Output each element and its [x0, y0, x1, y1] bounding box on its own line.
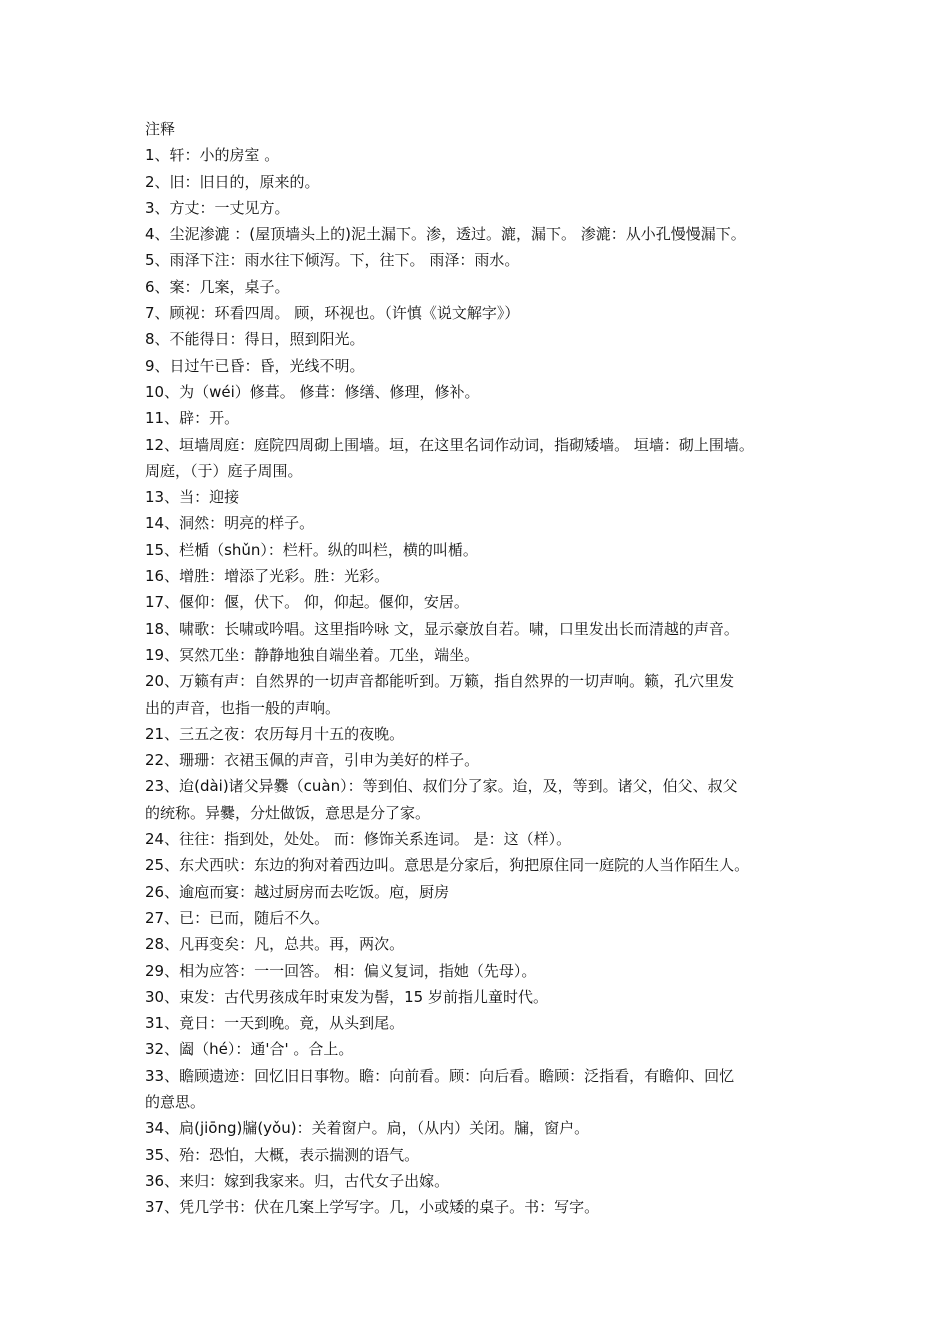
- annotation-line-6: 6、案：几案，桌子。: [145, 277, 290, 296]
- annotation-line-8: 8、不能得日：得日，照到阳光。: [145, 330, 365, 349]
- annotation-line-28: 28、凡再变矣：凡，总共。再，两次。: [145, 935, 405, 954]
- annotation-line-24: 24、往往：指到处，处处。 而：修饰关系连词。 是：这（样）。: [145, 830, 572, 849]
- annotation-line-32: 32、阖（hé）：通'合' 。合上。: [145, 1040, 354, 1059]
- annotation-line-7: 7、顾视：环看四周。 顾，环视也。（许慎《说文解字》）: [145, 304, 520, 323]
- annotation-line-15: 15、栏楯（shǔn）：栏杆。纵的叫栏，横的叫楯。: [145, 540, 478, 559]
- annotation-line-29: 29、相为应答：一一回答。 相：偏义复词，指她（先母）。: [145, 961, 537, 980]
- annotation-line-22: 22、珊珊：衣裙玉佩的声音，引申为美好的样子。: [145, 751, 480, 770]
- annotation-line-12-continued: 周庭，（于）庭子周围。: [145, 461, 303, 480]
- annotation-line-13: 13、当：迎接: [145, 488, 240, 507]
- annotation-line-36: 36、来归：嫁到我家来。归，古代女子出嫁。: [145, 1171, 450, 1190]
- annotation-line-26: 26、逾庖而宴：越过厨房而去吃饭。庖，厨房: [145, 882, 450, 901]
- annotation-line-19: 19、冥然兀坐：静静地独自端坐着。兀坐，端坐。: [145, 645, 480, 664]
- annotation-line-33-continued: 的意思。: [145, 1092, 206, 1111]
- annotation-line-37: 37、凭几学书：伏在几案上学写字。几，小或矮的桌子。书：写字。: [145, 1198, 600, 1217]
- annotation-line-14: 14、洞然：明亮的样子。: [145, 514, 315, 533]
- annotation-line-4: 4、尘泥渗漉 ：(屋顶墙头上的)泥土漏下。渗，透过。漉，漏下。 渗漉：从小孔慢慢漏下。: [145, 225, 746, 244]
- annotation-line-35: 35、殆：恐怕，大概，表示揣测的语气。: [145, 1145, 420, 1164]
- annotation-text-block: [145, 116, 825, 1220]
- annotation-line-25: 25、东犬西吠：东边的狗对着西边叫。意思是分家后，狗把原住同一庭院的人当作陌生人。: [145, 856, 750, 875]
- annotation-line-2: 2、旧：旧日的，原来的。: [145, 172, 320, 191]
- annotation-line-10: 10、为（wéi）修葺。 修葺：修缮、修理，修补。: [145, 382, 480, 401]
- annotation-line-3: 3、方丈：一丈见方。: [145, 198, 290, 217]
- annotation-line-30: 30、束发：古代男孩成年时束发为髻，15 岁前指儿童时代。: [145, 987, 548, 1006]
- annotation-line-11: 11、辟：开。: [145, 409, 240, 428]
- annotation-line-18: 18、啸歌：长啸或吟唱。这里指吟咏 文，显示豪放自若。啸，口里发出长而清越的声音。: [145, 619, 739, 638]
- annotation-line-12: 12、垣墙周庭：庭院四周砌上围墙。垣，在这里名词作动词，指砌矮墙。 垣墙：砌上围墙。: [145, 435, 754, 454]
- annotation-line-5: 5、雨泽下注：雨水往下倾泻。下，往下。 雨泽：雨水。: [145, 251, 520, 270]
- annotation-line-1: 1、轩：小的房室 。: [145, 146, 280, 165]
- annotation-line-21: 21、三五之夜：农历每月十五的夜晚。: [145, 724, 405, 743]
- annotation-line-23: 23、迨(dài)诸父异爨（cuàn）：等到伯、叔们分了家。迨，及，等到。诸父，伯父、叔父: [145, 777, 738, 796]
- annotation-line-27: 27、已：已而，随后不久。: [145, 908, 330, 927]
- annotation-line-34: 34、扃(jiōng)牖(yǒu)：关着窗户。扃，（从内）关闭。牖，窗户。: [145, 1119, 590, 1138]
- section-title: 注释: [145, 120, 176, 138]
- annotation-line-33: 33、瞻顾遗迹：回忆旧日事物。瞻：向前看。顾：向后看。瞻顾：泛指看，有瞻仰、回忆: [145, 1066, 735, 1085]
- annotation-line-20: 20、万籁有声：自然界的一切声音都能听到。万籁，指自然界的一切声响。籁，孔穴里发: [145, 672, 735, 691]
- annotation-line-31: 31、竟日：一天到晚。竟，从头到尾。: [145, 1014, 405, 1033]
- annotation-line-17: 17、偃仰：偃，伏下。 仰，仰起。偃仰，安居。: [145, 593, 469, 612]
- annotation-line-9: 9、日过午已昏：昏，光线不明。: [145, 356, 365, 375]
- annotation-line-20-continued: 出的声音，也指一般的声响。: [145, 698, 341, 717]
- annotation-line-23-continued: 的统称。异爨，分灶做饭，意思是分了家。: [145, 803, 431, 822]
- annotation-line-16: 16、增胜：增添了光彩。胜：光彩。: [145, 567, 390, 586]
